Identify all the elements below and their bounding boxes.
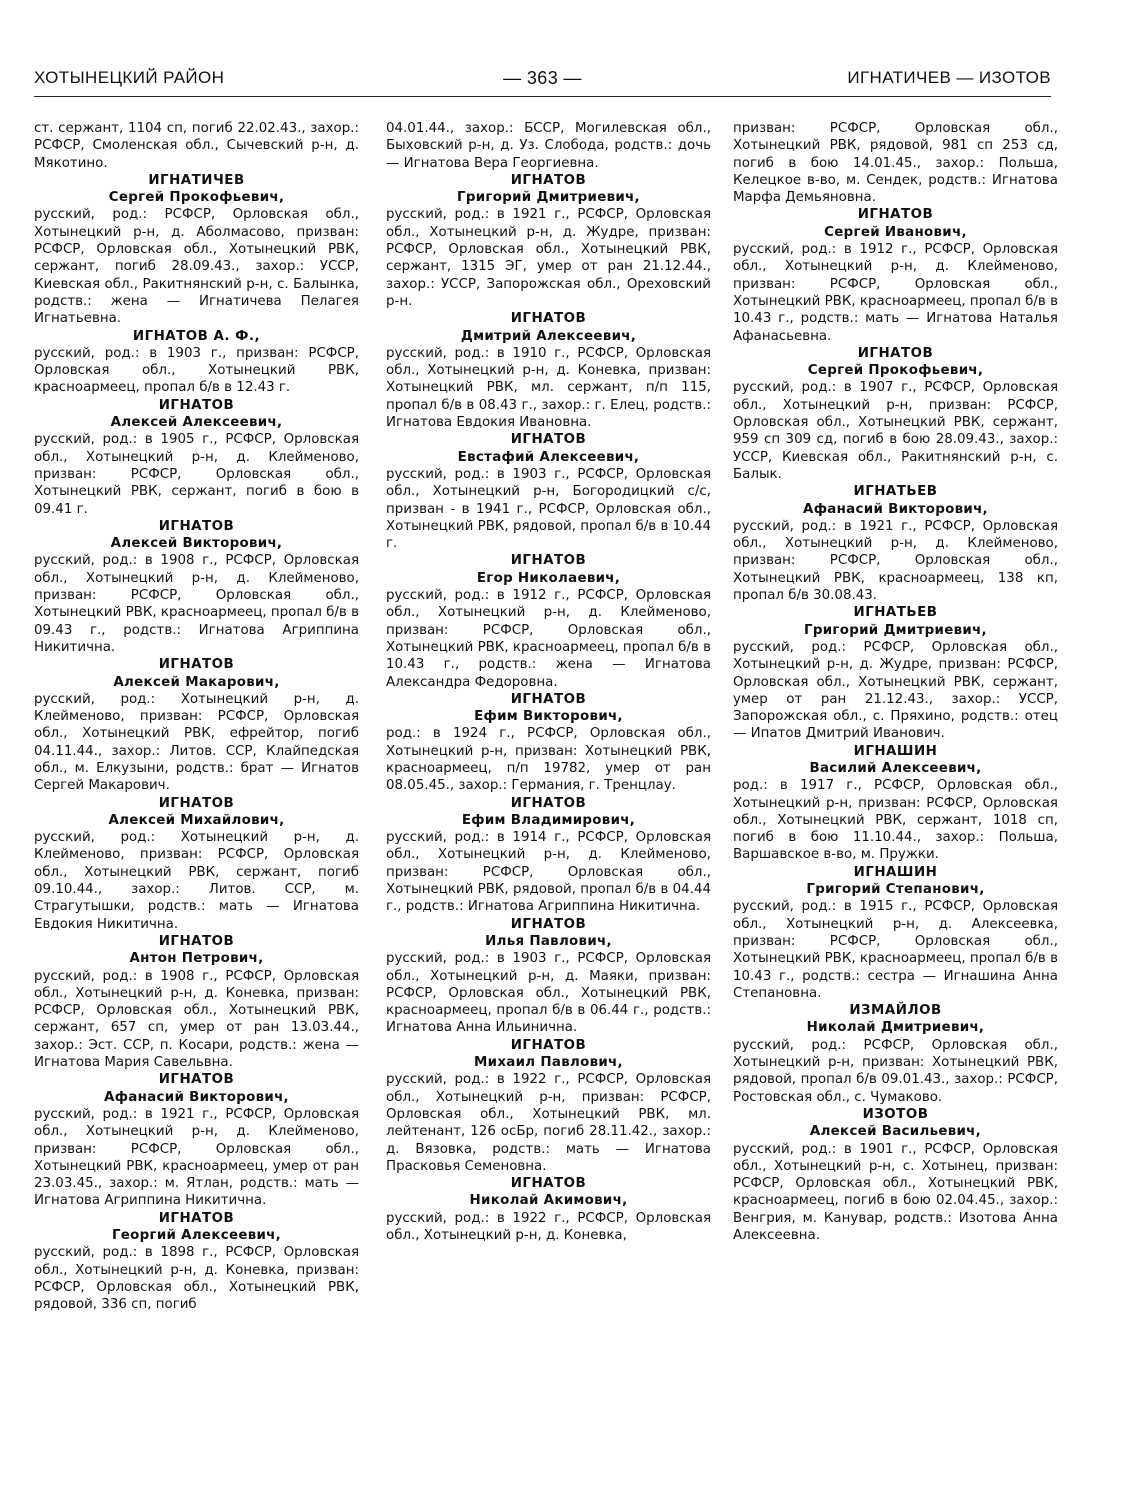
entry-surname: ИГНАТОВ [510,172,587,188]
entry-surname: ИГНАТОВ [158,518,235,534]
entry-given-name: Антон Петрович, [129,951,264,967]
entry-surname: ИГНАТОВ [158,1210,235,1226]
entry-details: русский, род.: Хотынецкий р-н, д. Клейменово, призван: РСФСР, Орловская обл., Хотынецкий РВК, сержант, погиб 09.10.44., захор.: Литов. ССР, м. Страгутышки, родств.: мать — Игнатова Евдокия Никитична. [34,830,359,932]
running-header [34,68,1051,94]
entry-surname: ИГНАШИН [853,864,938,880]
entry-details: русский, род.: в 1921 г., РСФСР, Орловская обл., Хотынецкий р-н, д. Клейменово, призван: РСФСР, Орловская обл., Хотынецкий РВК, красноармеец, 138 кп, пропал б/в 30.08.43. [733,518,1058,604]
entry-surname: ИГНАТОВ [510,795,587,811]
section-title: ХОТЫНЕЦКИЙ РАЙОН [34,68,225,87]
entry-given-name: Николай Акимович, [469,1193,628,1209]
entry-details: русский, род.: в 1921 г., РСФСР, Орловская обл., Хотынецкий р-н, д. Жудре, призван: РСФСР, Орловская обл., Хотынецкий РВК, сержант, 1315 ЭГ, умер от ран 21.12.44., захор.: УССР, Запорожская обл., Ореховский р-н. [386,207,711,309]
entry-surname: ИГНАТОВ [857,345,934,361]
memorial-entry [386,310,711,431]
memorial-entry [34,656,359,794]
memorial-entry [386,916,711,1037]
entry-details: род.: в 1917 г., РСФСР, Орловская обл., Хотынецкий р-н, призван: РСФСР, Орловская обл., Хотынецкий РВК, сержант, 1018 сп, погиб в бою 11.10.44., захор.: Польша, Варшавское в-во, м. Пружки. [733,778,1058,863]
entry-surname: ИГНАТОВ [158,933,235,949]
entry-surname: ИГНАТОВ [857,207,934,223]
entry-details: ст. сержант, 1104 сп, погиб 22.02.43., захор.: РСФСР, Смоленская обл., Сычевский р-н, д. Мякотино. [34,121,359,171]
entry-details: русский, род.: в 1914 г., РСФСР, Орловская обл., Хотынецкий р-н, д. Клейменово, призван: РСФСР, Орловская обл., Хотынецкий РВК, рядовой, пропал б/в в 04.44 г., родств.: Игнатова Агриппина Никитична. [386,830,711,915]
entry-given-name: Григорий Степанович, [806,882,985,898]
entry-surname: ИГНАТОВ [158,397,235,413]
entry-given-name: Алексей Макарович, [113,674,280,690]
memorial-entry [34,1071,359,1209]
memorial-entry [733,864,1058,1002]
memorial-entry [733,483,1058,604]
entry-given-name: Алексей Алексеевич, [110,415,283,431]
entry-given-name: Сергей Иванович, [824,224,967,240]
entry-details: род.: в 1924 г., РСФСР, Орловская обл., Хотынецкий р-н, призван: Хотынецкий РВК, красноармеец, п/п 19782, умер от ран 08.05.45., захор.: Германия, г. Тренцлау. [386,726,711,794]
memorial-entry [34,328,359,397]
entry-surname: ИГНАТОВ [510,311,587,327]
memorial-entry [34,518,359,656]
page-number: — 363 — [503,68,582,88]
entry-surname: ИГНАТОВ [158,795,235,811]
entry-surname: ИГНАТОВ [510,553,587,569]
memorial-entry [733,743,1058,864]
entry-surname: ИГНАТЬЕВ [853,484,938,500]
memorial-entry [733,1106,1058,1244]
entry-surname: ИГНАТОВ [510,1176,587,1192]
entry-given-name: Евстафий Алексеевич, [457,449,640,465]
entry-surname: ИГНАТИЧЕВ [148,172,245,188]
entry-details: русский, род.: в 1901 г., РСФСР, Орловская обл., Хотынецкий р-н, с. Хотынец, призван: РСФСР, Орловская обл., Хотынецкий РВК, красноармеец, погиб в бою 02.04.45., захор.: Венгрия, м. Канувар, родств.: Изотова Анна Алексеевна. [733,1141,1058,1243]
entry-details: русский, род.: в 1903 г., призван: РСФСР, Орловская обл., Хотынецкий РВК, красноармеец, пропал б/в в 12.43 г. [34,345,359,396]
memorial-entry [733,206,1058,344]
memorial-entry [733,1002,1058,1106]
entry-given-name: Алексей Викторович, [110,536,283,552]
column-2 [386,120,711,1244]
entry-details: русский, род.: в 1910 г., РСФСР, Орловская обл., Хотынецкий р-н, д. Коневка, призван: Хотынецкий РВК, мл. сержант, п/п 115, пропал б/в в 08.43 г., захор.: г. Елец, родств.: Игнатова Евдокия Ивановна. [386,345,711,431]
entry-given-name: Афанасий Викторович, [104,1089,289,1105]
memorial-entry [386,172,711,310]
entry-details: русский, род.: в 1908 г., РСФСР, Орловская обл., Хотынецкий р-н, д. Коневка, призван: РСФСР, Орловская обл., Хотынецкий РВК, сержант, 657 сп, умер от ран 13.03.44., захор.: Эст. ССР, п. Косари, родств.: жена — Игнатова Мария Савельвна. [34,968,359,1071]
entry-details: русский, род.: в 1903 г., РСФСР, Орловская обл., Хотынецкий р-н, Богородицкий с/с, призван - в 1941 г., РСФСР, Орловская обл., Хотынецкий РВК, рядовой, пропал б/в в 10.44 г. [386,466,711,552]
memorial-entry [34,172,359,328]
entry-details: русский, род.: в 1908 г., РСФСР, Орловская обл., Хотынецкий р-н, д. Клейменово, призван: РСФСР, Орловская обл., Хотынецкий РВК, красноармеец, пропал б/в в 09.43 г., родств.: Игнатова Агриппина Никитична. [34,553,359,655]
entry-details: русский, род.: в 1905 г., РСФСР, Орловская обл., Хотынецкий р-н, д. Клейменово, призван: РСФСР, Орловская обл., Хотынецкий РВК, сержант, погиб в бою в 09.41 г. [34,432,359,517]
entry-given-name: Михаил Павлович, [474,1055,623,1071]
entry-given-name: Григорий Дмитриевич, [457,190,640,206]
entry-details: русский, род.: в 1907 г., РСФСР, Орловская обл., Хотынецкий р-н, призван: РСФСР, Орловская обл., Хотынецкий РВК, сержант, 959 сп 309 сд, погиб в бою 28.09.43., захор.: УССР, Киевская обл., Ракитнянский р-н, с. Балык. [733,380,1058,482]
memorial-entry [34,120,359,172]
entry-surname: ИГНАТОВ А. Ф., [132,328,261,344]
entry-surname: ИГНАТОВ [158,1072,235,1088]
memorial-entry [386,691,711,795]
entry-given-name: Ефим Викторович, [474,709,623,725]
entry-given-name: Николай Дмитриевич, [806,1020,985,1036]
memorial-entry [34,933,359,1071]
entry-given-name: Сергей Прокофьевич, [108,190,285,206]
entry-details: русский, род.: РСФСР, Орловская обл., Хотынецкий р-н, д. Жудре, призван: РСФСР, Орловская обл., Хотынецкий РВК, сержант, умер от ран 21.12.43., захор.: УССР, Запорожская обл., с. Пряхино, родств.: отец — Ипатов Дмитрий Иванович. [733,639,1058,742]
header-rule [34,96,1051,97]
entry-details: 04.01.44., захор.: БССР, Могилевская обл., Быховский р-н, д. Уз. Слобода, родств.: дочь — Игнатова Вера Георгиевна. [386,121,711,171]
entry-given-name: Сергей Прокофьевич, [807,363,984,379]
entry-details: русский, род.: Хотынецкий р-н, д. Клейменово, призван: РСФСР, Орловская обл., Хотынецкий РВК, ефрейтор, погиб 04.11.44., захор.: Литов. ССР, Клайпедская обл., м. Елкузыни, родств.: брат — Игнатов Сергей Макарович. [34,691,359,794]
entry-details: русский, род.: РСФСР, Орловская обл., Хотынецкий р-н, д. Аболмасово, призван: РСФСР, Орловская обл., Хотынецкий РВК, сержант, погиб 28.09.43., захор.: УССР, Киевская обл., Ракитнянский р-н, с. Балынка, родств.: жена — Игнатичева Пелагея Игнатьевна. [34,207,359,327]
memorial-entry [386,431,711,552]
memorial-entry [733,120,1058,206]
entry-details: русский, род.: РСФСР, Орловская обл., Хотынецкий р-н, призван: Хотынецкий РВК, рядовой, пропал б/в 09.01.43., захор.: РСФСР, Ростовская обл., с. Чумаково. [733,1037,1058,1105]
entry-details: русский, род.: в 1922 г., РСФСР, Орловская обл., Хотынецкий р-н, призван: РСФСР, Орловская обл., Хотынецкий РВК, мл. лейтенант, 126 осБр, погиб 28.11.42., захор.: д. Вязовка, родств.: мать — Игнатова Прасковья Семеновна. [386,1072,711,1174]
entry-surname: ИГНАТЬЕВ [853,605,938,621]
entry-given-name: Василий Алексеевич, [809,760,982,776]
entry-details: русский, род.: в 1921 г., РСФСР, Орловская обл., Хотынецкий р-н, д. Клейменово, призван: РСФСР, Орловская обл., Хотынецкий РВК, красноармеец, умер от ран 23.03.45., захор.: м. Ятлан, родств.: мать — Игнатова Агриппина Никитична. [34,1106,359,1209]
entry-surname: ИГНАТОВ [158,657,235,673]
entry-surname: ИЗОТОВ [862,1106,929,1122]
entry-surname: ИГНАТОВ [510,432,587,448]
entry-surname: ИГНАТОВ [510,691,587,707]
entry-given-name: Дмитрий Алексеевич, [460,328,637,344]
column-1 [34,120,359,1313]
entry-range: ИГНАТИЧЕВ — ИЗОТОВ [847,68,1051,87]
memorial-entry [733,345,1058,483]
entry-surname: ИГНАШИН [853,743,938,759]
entry-surname: ИГНАТОВ [510,916,587,932]
memorial-entry [34,1210,359,1314]
memorial-entry [386,552,711,690]
entry-details: русский, род.: в 1915 г., РСФСР, Орловская обл., Хотынецкий р-н, д. Алексеевка, призван: РСФСР, Орловская обл., Хотынецкий РВК, красноармеец, пропал б/в в 10.43 г., родств.: сестра — Игнашина Анна Степановна. [733,899,1058,1001]
entry-given-name: Афанасий Викторович, [803,501,988,517]
memorial-entry [386,1037,711,1175]
entry-given-name: Алексей Васильевич, [809,1124,982,1140]
entry-details: русский, род.: в 1898 г., РСФСР, Орловская обл., Хотынецкий р-н, д. Коневка, призван: РСФСР, Орловская обл., Хотынецкий РВК, рядовой, 336 сп, погиб [34,1245,359,1313]
entry-given-name: Егор Николаевич, [476,570,621,586]
memorial-entry [386,1175,711,1244]
entry-given-name: Георгий Алексеевич, [111,1228,282,1243]
entry-given-name: Алексей Михайлович, [108,812,285,828]
entry-surname: ИГНАТОВ [510,1037,587,1053]
entry-details: призван: РСФСР, Орловская обл., Хотынецкий РВК, рядовой, 981 сп 253 сд, погиб в бою 14.01.45., захор.: Польша, Келецкое в-во, м. Сендек, родств.: Игнатова Марфа Демьяновна. [733,121,1058,206]
entry-given-name: Григорий Дмитриевич, [804,622,987,638]
memorial-entry [34,795,359,933]
memorial-entry [733,604,1058,742]
entry-given-name: Ефим Владимирович, [461,812,636,828]
memorial-entry [386,795,711,916]
entry-details: русский, род.: в 1922 г., РСФСР, Орловская обл., Хотынецкий р-н, д. Коневка, [386,1210,711,1243]
entry-surname: ИЗМАЙЛОВ [849,1003,942,1019]
memorial-entry [386,120,711,172]
entry-details: русский, род.: в 1912 г., РСФСР, Орловская обл., Хотынецкий р-н, д. Клейменово, призван: РСФСР, Орловская обл., Хотынецкий РВК, красноармеец, пропал б/в в 10.43 г., родств.: мать — Игнатова Наталья Афанасьевна. [733,242,1058,344]
entry-details: русский, род.: в 1903 г., РСФСР, Орловская обл., Хотынецкий р-н, д. Маяки, призван: РСФСР, Орловская обл., Хотынецкий РВК, красноармеец, пропал б/в в 06.44 г., родств.: Игнатова Анна Ильинична. [386,951,711,1036]
memorial-entry [34,397,359,518]
entry-given-name: Илья Павлович, [485,933,612,949]
column-3 [733,120,1058,1244]
entry-details: русский, род.: в 1912 г., РСФСР, Орловская обл., Хотынецкий р-н, д. Клейменово, призван: РСФСР, Орловская обл., Хотынецкий РВК, красноармеец, пропал б/в в 10.43 г., родств.: жена — Игнатова Александра Федоровна. [386,588,711,690]
